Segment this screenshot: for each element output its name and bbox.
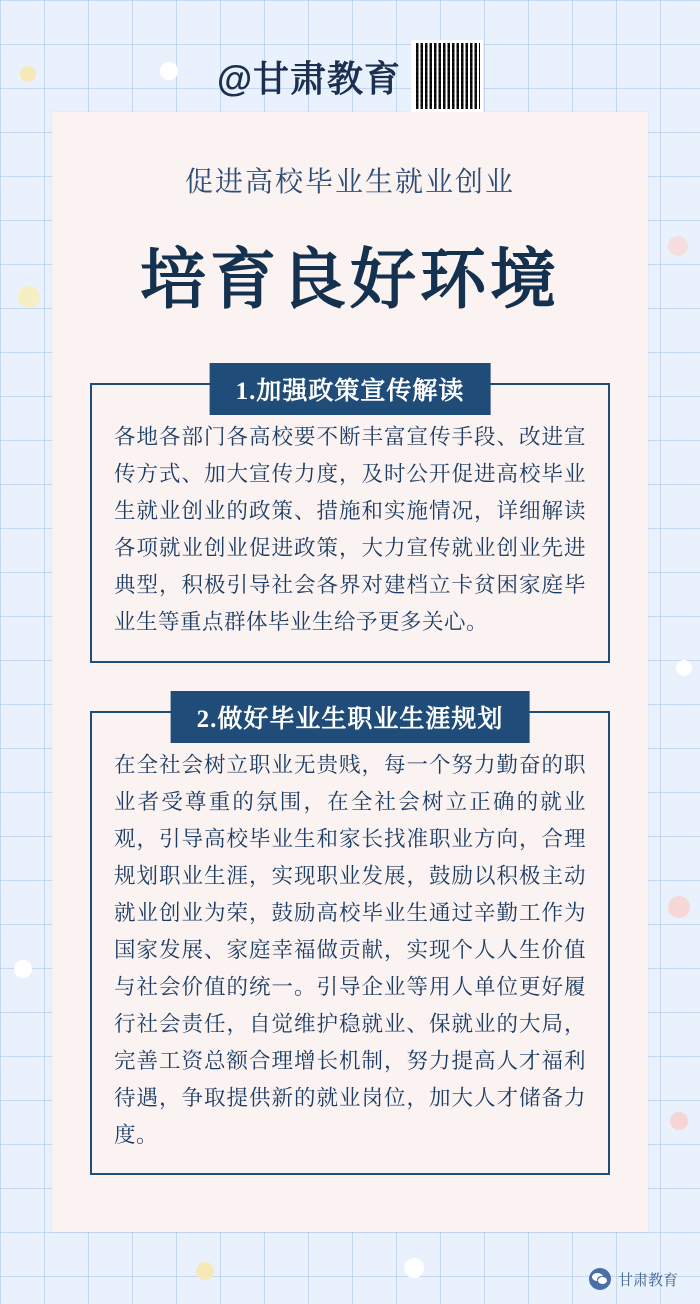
footer-label: 甘肃教育 bbox=[617, 1271, 678, 1289]
section-2-heading: 2.做好毕业生职业生涯规划 bbox=[171, 691, 530, 743]
decorative-dot bbox=[196, 1262, 214, 1280]
decorative-dot bbox=[670, 1112, 688, 1130]
decorative-dot bbox=[14, 960, 32, 978]
poster-card bbox=[52, 112, 648, 1232]
section-1-body: 各地各部门各高校要不断丰富宣传手段、改进宣传方式、加大宣传力度，及时公开促进高校毕业生就业创业的政策、措施和实施情况，详细解读各项就业创业促进政策，大力宣传就业创业先进典型，积极引导社会各界对建档立卡贫困家庭毕业生等重点群体毕业生给予更多关心。 bbox=[114, 425, 586, 634]
qr-code-icon[interactable] bbox=[411, 40, 483, 112]
poster-title: 培育良好环境 bbox=[140, 242, 560, 316]
account-name: @甘肃教育 bbox=[216, 57, 402, 99]
decorative-dot bbox=[668, 236, 688, 256]
wechat-icon bbox=[589, 1268, 611, 1290]
decorative-dot bbox=[18, 286, 40, 308]
qr-code-pattern bbox=[414, 43, 480, 109]
footer bbox=[589, 1268, 678, 1290]
header bbox=[0, 40, 700, 112]
section-1 bbox=[90, 378, 610, 663]
decorative-dot bbox=[668, 896, 690, 918]
section-1-heading: 1.加强政策宣传解读 bbox=[210, 363, 491, 415]
section-2-body: 在全社会树立职业无贵贱，每一个努力勤奋的职业者受尊重的氛围，在全社会树立正确的就业观，引导高校毕业生和家长找准职业方向，合理规划职业生涯，实现职业发展，鼓励以积极主动就业创业为荣，鼓励高校毕业生通过辛勤工作为国家发展、家庭幸福做贡献，实现个人人生价值与社会价值的统一。引导企业等用人单位更好履行社会责任，自觉维护稳就业、保就业的大局，完善工资总额合理增长机制，努力提高人才福利待遇，争取提供新的就业岗位，加大人才储备力度。 bbox=[114, 752, 586, 1147]
decorative-dot bbox=[676, 660, 692, 676]
decorative-dot bbox=[404, 1258, 424, 1278]
poster-subtitle: 促进高校毕业生就业创业 bbox=[184, 166, 515, 197]
section-2 bbox=[90, 705, 610, 1176]
